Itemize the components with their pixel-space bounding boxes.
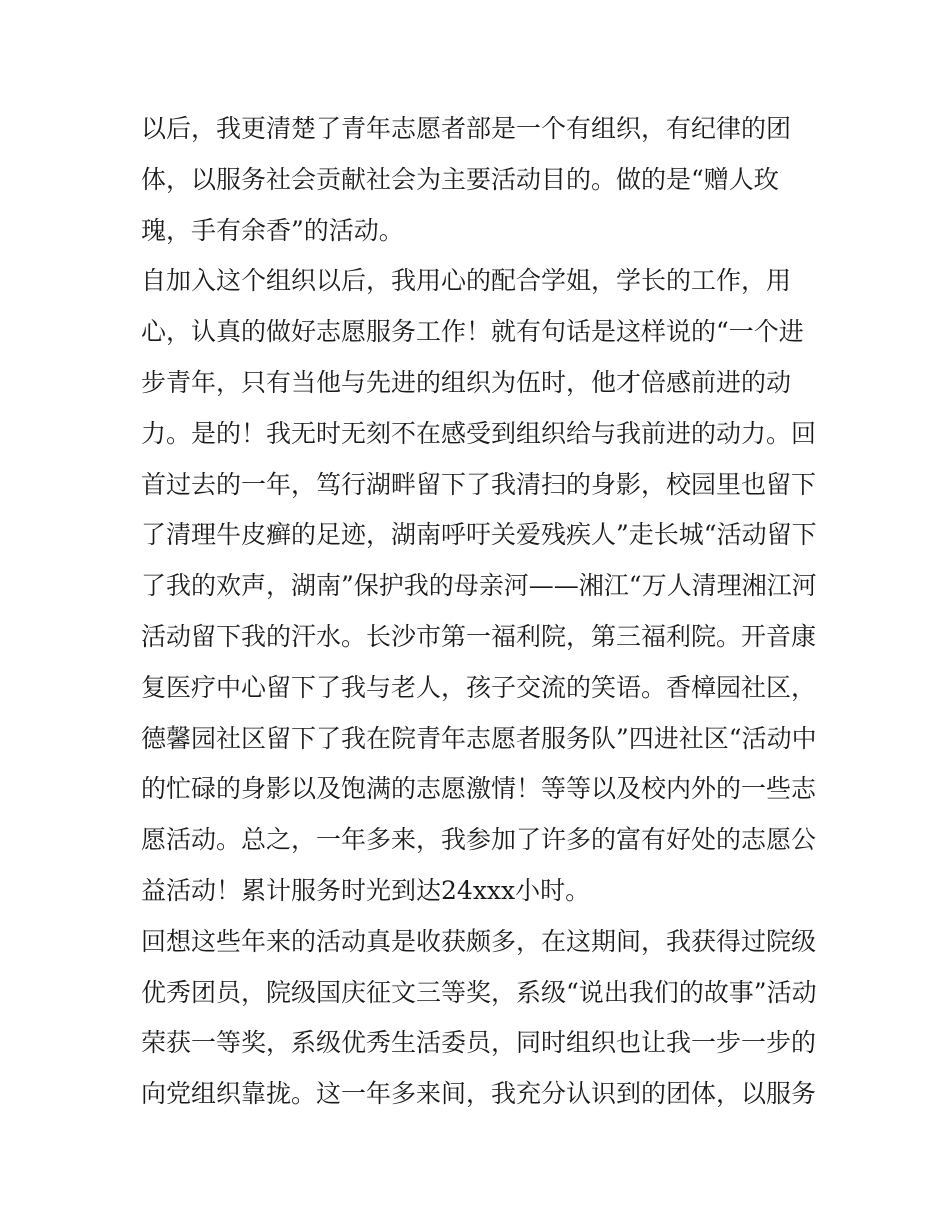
text-line: 自加入这个组织以后，我用心的配合学姐，学长的工作，用 <box>141 266 792 296</box>
text-line: 了清理牛皮癣的足迹，湖南呼吁关爱残疾人”走长城“活动留下 <box>141 520 817 550</box>
text-line: 的忙碌的身影以及饱满的志愿激情！等等以及校内外的一些志 <box>141 774 817 804</box>
text-line: 回想这些年来的活动真是收获颇多，在这期间，我获得过院级 <box>141 926 817 956</box>
text-line: 益活动！累计服务时光到达24xxx小时。 <box>141 875 591 905</box>
text-line: 愿活动。总之，一年多来，我参加了许多的富有好处的志愿公 <box>141 825 817 855</box>
text-line: 荣获一等奖，系级优秀生活委员，同时组织也让我一步一步的 <box>141 1028 817 1058</box>
text-line: 以后，我更清楚了青年志愿者部是一个有组织，有纪律的团 <box>141 114 792 143</box>
text-line: 力。是的！我无时无刻不在感受到组织给与我前进的动力。回 <box>141 418 817 448</box>
text-line: 复医疗中心留下了我与老人，孩子交流的笑语。香樟园社区， <box>141 672 817 702</box>
text-line: 向党组织靠拢。这一年多来间，我充分认识到的团体，以服务 <box>141 1079 817 1109</box>
text-line: 活动留下我的汗水。长沙市第一福利院，第三福利院。开音康 <box>141 621 817 651</box>
body-text <box>141 104 817 1120</box>
text-line: 优秀团员，院级国庆征文三等奖，系级“说出我们的故事”活动 <box>141 977 817 1007</box>
text-line: 了我的欢声，湖南”保护我的母亲河——湘江“万人清理湘江河 <box>141 571 817 601</box>
text-line: 心，认真的做好志愿服务工作！就有句话是这样说的“一个进 <box>141 317 804 347</box>
text-line: 步青年，只有当他与先进的组织为伍时，他才倍感前进的动 <box>141 367 792 397</box>
text-line: 体，以服务社会贡献社会为主要活动目的。做的是“赠人玫 <box>141 164 779 194</box>
text-line: 首过去的一年，笃行湖畔留下了我清扫的身影，校园里也留下 <box>141 469 817 499</box>
text-line: 瑰，手有余香”的活动。 <box>141 215 404 245</box>
text-line: 德馨园社区留下了我在院青年志愿者服务队”四进社区“活动中 <box>141 723 817 753</box>
